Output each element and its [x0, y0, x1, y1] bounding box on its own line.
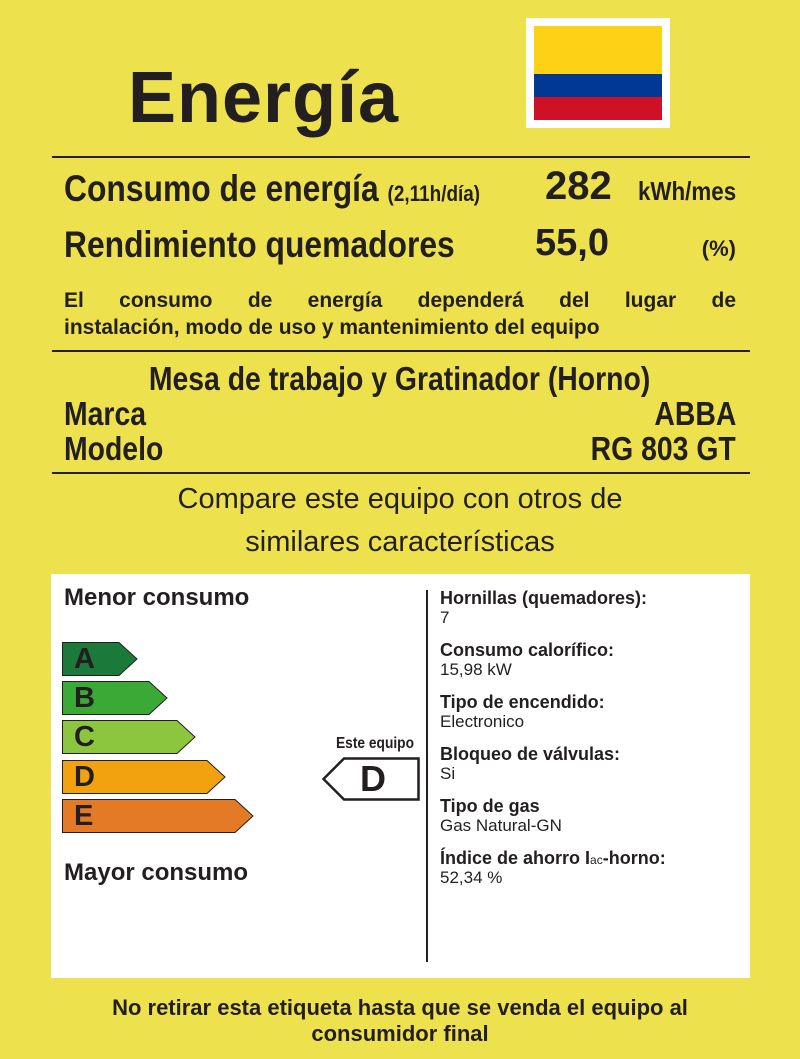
- consumo-unit: kWh/mes: [637, 176, 736, 206]
- consumo-sub: (2,11h/día): [387, 181, 481, 206]
- bar-b-letter: B: [74, 682, 95, 714]
- indicator-letter: D: [360, 758, 386, 799]
- product-type: Mesa de trabajo y Gratinador (Horno): [149, 360, 651, 397]
- spec-indice-label: [440, 849, 666, 867]
- efficiency-bar-c: [62, 720, 196, 754]
- efficiency-bar-a: [62, 642, 138, 676]
- bar-d-letter: D: [74, 761, 95, 793]
- panel-divider: [426, 590, 428, 962]
- spec-indice-label-tail: -horno:: [602, 848, 666, 868]
- spec-indice-value: 52,34 %: [440, 868, 503, 887]
- este-equipo-indicator: [322, 757, 420, 801]
- bar-e-letter: E: [74, 800, 94, 832]
- flag-red-stripe: [534, 97, 662, 120]
- este-equipo-label: Este equipo: [336, 735, 414, 752]
- rendimiento-unit: (%): [701, 236, 736, 261]
- bar-c-letter: C: [74, 721, 95, 753]
- efficiency-bar-d: [62, 760, 226, 794]
- flag-blue-stripe: [534, 74, 662, 97]
- compare-line2: similares características: [245, 526, 555, 558]
- spec-consumo-value: 15,98 kW: [440, 660, 512, 679]
- divider: [52, 350, 750, 352]
- divider: [52, 472, 750, 474]
- divider: [52, 156, 750, 158]
- footer-line1: No retirar esta etiqueta hasta que se venda el equipo al: [112, 995, 688, 1020]
- modelo-label: Modelo: [64, 430, 164, 467]
- label-title: Energía: [128, 58, 400, 138]
- spec-encendido-value: Electronico: [440, 712, 525, 731]
- marca-label: Marca: [64, 395, 147, 432]
- menor-consumo-label: Menor consumo: [64, 584, 250, 611]
- spec-indice-label-sub: ac: [590, 853, 603, 867]
- compare-line1: Compare este equipo con otros de: [177, 483, 623, 515]
- footer-warning: [0, 995, 800, 1047]
- spec-consumo-label: Consumo calorífico:: [440, 640, 615, 660]
- consumo-label: Consumo de energía: [64, 168, 379, 209]
- spec-hornillas-label: Hornillas (quemadores):: [440, 588, 648, 608]
- spec-hornillas-value: 7: [440, 608, 450, 627]
- spec-bloqueo-value: Si: [440, 764, 456, 783]
- efficiency-bar-e: [62, 799, 254, 833]
- footer-line2: consumidor final: [311, 1021, 489, 1046]
- consumption-note-line2: instalación, modo de uso y mantenimiento del equipo: [64, 316, 600, 339]
- consumo-row: [64, 170, 480, 207]
- spec-gas-value: Gas Natural-GN: [440, 816, 562, 835]
- spec-bloqueo-label: Bloqueo de válvulas:: [440, 744, 621, 764]
- efficiency-bar-b: [62, 681, 168, 715]
- consumo-value: 282: [545, 164, 612, 208]
- spec-indice-label-main: Índice de ahorro I: [440, 848, 591, 868]
- flag-yellow-stripe: [534, 26, 662, 74]
- bar-a-letter: A: [74, 643, 95, 675]
- spec-encendido-label: Tipo de encendido:: [440, 692, 605, 712]
- marca-value: ABBA: [654, 395, 736, 432]
- colombia-flag-icon: [526, 18, 670, 128]
- consumption-note-line1: El consumo de energía dependerá del lugar de: [64, 289, 736, 312]
- spec-gas-label: Tipo de gas: [440, 796, 540, 816]
- rendimiento-value: 55,0: [535, 222, 609, 264]
- modelo-value: RG 803 GT: [590, 430, 736, 467]
- rendimiento-label: Rendimiento quemadores: [64, 224, 455, 265]
- mayor-consumo-label: Mayor consumo: [64, 859, 249, 886]
